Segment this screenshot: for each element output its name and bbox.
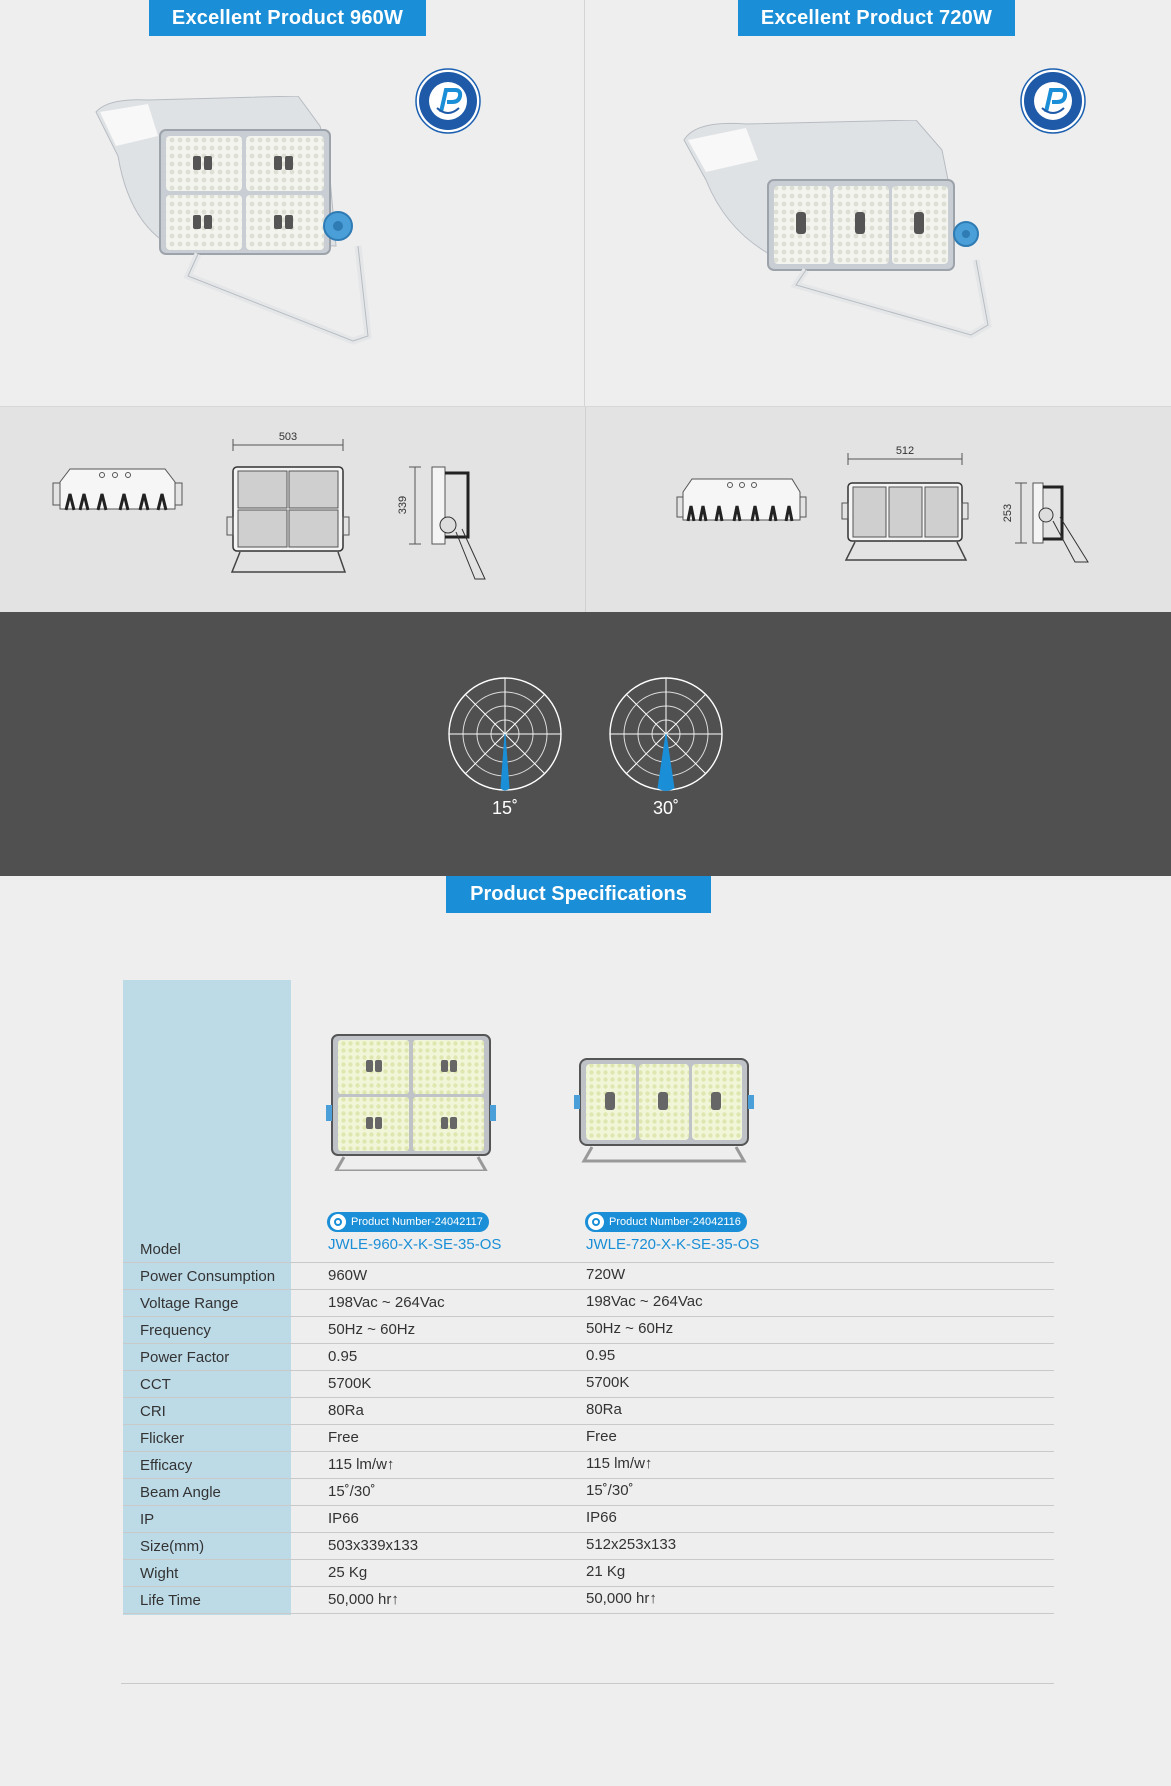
spec-label: Life Time [140, 1592, 201, 1609]
front-view-720w [842, 453, 968, 560]
beam-angle-section [0, 612, 1171, 876]
spec-value-960w: 50Hz ~ 60Hz [328, 1321, 416, 1338]
spec-value-720w: 512x253x133 [586, 1536, 677, 1553]
beam-angle-15-label: 15˚ [491, 798, 518, 818]
spec-value-720w: 50Hz ~ 60Hz [586, 1320, 674, 1337]
spec-value-960w: 198Vac ~ 264Vac [328, 1294, 445, 1311]
product-number-720w: Product Number-24042116 [609, 1216, 741, 1228]
product-number-960w: Product Number-24042117 [351, 1216, 483, 1228]
spec-value-960w: 960W [328, 1267, 368, 1284]
model-value-960w: JWLE-960-X-K-SE-35-OS [328, 1236, 502, 1253]
spec-row [123, 1479, 1054, 1506]
spec-label: Voltage Range [140, 1295, 239, 1312]
front-view-960w [227, 439, 349, 572]
spec-value-720w: 50,000 hr↑ [586, 1590, 657, 1607]
spec-label: CCT [140, 1376, 171, 1393]
product-title-720w: Excellent Product 720W [738, 0, 1015, 36]
product-number-badge-720w [585, 1212, 747, 1232]
spec-row [123, 1398, 1054, 1425]
spec-value-720w: 720W [586, 1266, 626, 1283]
floodlight-720w-image [676, 120, 1036, 345]
dim-width-960w: 503 [278, 431, 298, 443]
side-view-720w [677, 479, 806, 521]
spec-value-960w: Free [328, 1429, 359, 1446]
spec-value-960w: 503x339x133 [328, 1537, 419, 1554]
beam-angle-30-label: 30˚ [652, 798, 679, 818]
spec-image-960w [326, 1033, 496, 1171]
spec-row [123, 1560, 1054, 1587]
spec-label: Wight [140, 1565, 179, 1582]
dimension-drawings [0, 406, 1171, 612]
spec-row [123, 1290, 1054, 1317]
spec-value-960w: 80Ra [328, 1402, 364, 1419]
spec-label: Size(mm) [140, 1538, 205, 1555]
spec-row [123, 1263, 1054, 1290]
spec-value-720w: 5700K [586, 1374, 630, 1391]
spec-row [123, 1506, 1054, 1533]
spec-row [123, 1587, 1054, 1614]
product-panel-960w [0, 0, 585, 406]
certification-seal-icon [415, 68, 481, 134]
spec-value-960w: 50,000 hr↑ [328, 1591, 399, 1608]
spec-value-960w: IP66 [328, 1510, 359, 1527]
certification-seal-icon [588, 1214, 604, 1230]
spec-value-960w: 115 lm/w↑ [328, 1456, 395, 1473]
spec-value-960w: 25 Kg [328, 1564, 368, 1581]
spec-value-720w: 0.95 [586, 1347, 616, 1364]
spec-label: Power Factor [140, 1349, 230, 1366]
specifications-table [123, 1236, 1054, 1614]
beam-diagrams [0, 612, 1171, 876]
specifications-heading: Product Specifications [446, 876, 711, 913]
polar-diagram-30 [610, 678, 722, 791]
spec-row [123, 1371, 1054, 1398]
spec-value-960w: 15˚/30˚ [328, 1483, 376, 1500]
product-showcase [0, 0, 1171, 406]
spec-label: Efficacy [140, 1457, 193, 1474]
dim-height-720w: 253 [1002, 503, 1014, 523]
spec-row [123, 1317, 1054, 1344]
product-number-badge-960w [327, 1212, 489, 1232]
polar-diagram-15 [449, 678, 561, 790]
spec-value-720w: 21 Kg [586, 1563, 626, 1580]
floodlight-960w-image [88, 96, 418, 351]
spec-image-720w [574, 1055, 754, 1165]
dimension-drawing-svg [0, 407, 1171, 613]
spec-value-720w: 15˚/30˚ [586, 1482, 634, 1499]
bottom-divider [121, 1683, 1054, 1684]
dim-width-720w: 512 [895, 445, 915, 457]
spec-row [123, 1236, 1054, 1263]
spec-value-960w: 5700K [328, 1375, 372, 1392]
spec-label: Model [140, 1241, 181, 1258]
spec-value-720w: IP66 [586, 1509, 617, 1526]
spec-value-720w: 198Vac ~ 264Vac [586, 1293, 703, 1310]
spec-label: Flicker [140, 1430, 185, 1447]
spec-label: IP [140, 1511, 155, 1528]
spec-value-720w: Free [586, 1428, 617, 1445]
product-panel-720w [586, 0, 1171, 406]
spec-value-960w: 0.95 [328, 1348, 358, 1365]
spec-label: Frequency [140, 1322, 211, 1339]
spec-label: Beam Angle [140, 1484, 221, 1501]
dim-height-960w: 339 [397, 495, 409, 515]
spec-row [123, 1425, 1054, 1452]
profile-view-960w [409, 467, 485, 579]
spec-value-720w: 80Ra [586, 1401, 622, 1418]
model-value-720w: JWLE-720-X-K-SE-35-OS [586, 1236, 760, 1253]
side-view-960w [53, 469, 182, 510]
product-title-960w: Excellent Product 960W [149, 0, 426, 36]
spec-row [123, 1533, 1054, 1560]
profile-view-720w [1015, 483, 1088, 562]
certification-seal-icon [330, 1214, 346, 1230]
spec-value-720w: 115 lm/w↑ [586, 1455, 653, 1472]
spec-label: Power Consumption [140, 1268, 276, 1285]
spec-row [123, 1344, 1054, 1371]
spec-label: CRI [140, 1403, 166, 1420]
spec-row [123, 1452, 1054, 1479]
